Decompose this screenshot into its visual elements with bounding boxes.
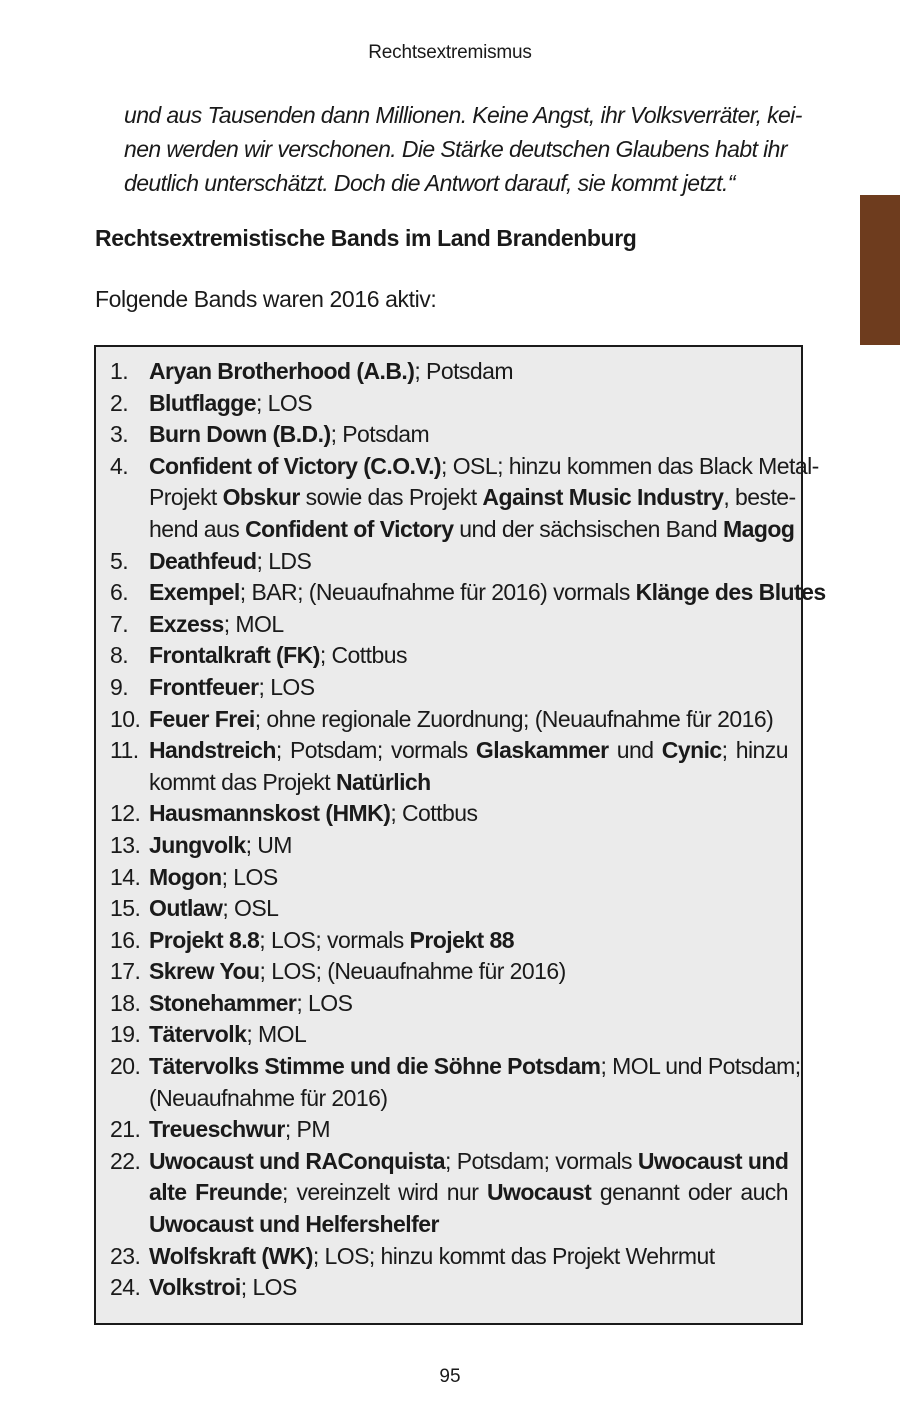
band-name: Exzess [149,610,224,637]
item-text: ; LOS; hinzu kommt das Projekt Wehrmut [312,1242,715,1269]
item-text: ; Potsdam; vormals [445,1147,638,1174]
list-item [110,388,788,420]
item-number: 5. [110,547,129,574]
item-text: ; OSL; hinzu kommen das Black Metal- [441,452,819,479]
band-name: Blutflagge [149,389,256,416]
list-item [110,1051,801,1114]
quote-line: deutlich unterschätzt. Doch die Antwort darauf, sie kommt jetzt.“ [124,170,735,196]
item-text: ; BAR; (Neuaufnahme für 2016) vormals [239,579,636,606]
item-text: ; UM [245,831,292,858]
item-number: 11. [110,737,139,764]
list-item [110,956,788,988]
band-name: Tätervolk [149,1021,247,1048]
item-number: 16. [110,926,141,953]
band-name: Frontfeuer [149,673,259,700]
band-name: Exempel [149,579,240,606]
list-item [110,546,788,578]
item-number: 15. [110,895,141,922]
item-number: 22. [110,1147,141,1174]
list-item [110,672,788,704]
band-name: Uwocaust [486,1179,592,1206]
item-number: 13. [110,831,141,858]
band-name: Confident of Victory [245,515,454,542]
band-name: Projekt 88 [409,926,514,953]
item-text: genannt oder auch [591,1179,789,1206]
list-item [110,1241,788,1273]
band-name: Magog [723,515,795,542]
band-name: Treueschwur [149,1116,285,1143]
item-number: 7. [110,610,129,637]
item-text: Projekt [149,484,223,511]
item-number: 10. [110,705,141,732]
band-name: Frontalkraft (FK) [149,642,320,669]
item-number: 4. [110,452,129,479]
quote-line: nen werden wir verschonen. Die Stärke deutschen Glaubens habt ihr [124,136,787,162]
item-text: ; Potsdam [330,421,430,448]
list-item [110,1146,788,1241]
list-item [110,830,788,862]
list-item [110,640,788,672]
item-text: ; MOL und Potsdam; [600,1053,801,1080]
item-number: 21. [110,1116,141,1143]
item-text: ; LOS [296,989,353,1016]
item-text: sowie das Projekt [299,484,483,511]
section-heading: Rechtsextremistische Bands im Land Brandenburg [95,225,637,251]
item-text: ; LOS [258,673,315,700]
list-item [110,1272,788,1304]
item-text: ; Potsdam; vormals [275,737,476,764]
list-item [110,577,826,609]
page-number: 95 [439,1366,461,1387]
list-item [110,419,788,451]
band-name: Aryan Brotherhood (A.B.) [149,358,415,384]
item-text: ; ohne regionale Zuordnung; (Neuaufnahme für 2016) [254,705,774,732]
item-text: ; OSL [222,895,279,922]
item-text: und [608,737,662,764]
band-name: Wolfskraft (WK) [149,1242,313,1269]
item-text: ; LOS [221,863,278,890]
band-list-box [94,345,826,1325]
band-name: Obskur [222,484,300,511]
chapter-color-tab [860,195,900,345]
item-text: ; Cottbus [390,800,478,827]
band-name: Glaskammer [475,737,609,764]
band-name: Deathfeud [149,547,257,574]
list-item [110,735,788,798]
band-name: Uwocaust und RAConquista [149,1147,446,1174]
band-list [110,356,826,1304]
band-name: Confident of Victory (C.O.V.) [149,452,442,479]
list-item [110,893,788,925]
item-text: ; LOS [240,1274,297,1301]
list-item [110,862,788,894]
band-name: Projekt 8.8 [149,926,260,953]
quote-line: und aus Tausenden dann Millionen. Keine Angst, ihr Volksverräter, kei- [124,102,802,128]
item-number: 8. [110,642,129,669]
band-name: Handstreich [149,737,276,764]
item-text: ; MOL [246,1021,307,1048]
quote-block [124,98,804,200]
list-item [110,925,788,957]
running-header: Rechtsextremismus [368,42,532,63]
item-text: ; PM [284,1116,330,1143]
list-item [110,798,788,830]
band-name: Outlaw [149,895,223,922]
item-text: ; MOL [223,610,284,637]
band-name: Burn Down (B.D.) [149,421,331,448]
item-number: 6. [110,579,129,606]
item-number: 23. [110,1242,141,1269]
band-name: Natürlich [335,768,431,795]
item-text: ; hinzu [721,737,788,764]
item-text: ; LOS; (Neuaufnahme für 2016) [259,958,566,985]
item-number: 24. [110,1274,141,1301]
item-number: 3. [110,421,129,448]
list-item [110,609,788,641]
item-number: 14. [110,863,141,890]
item-text: ; LOS; vormals [259,926,410,953]
list-item [110,1114,788,1146]
item-number: 17. [110,958,141,985]
band-name: Cynic [661,737,722,764]
band-name: alte Freunde [149,1179,282,1206]
item-number: 9. [110,673,129,700]
band-name: Hausmannskost (HMK) [149,800,391,827]
item-text: kommt das Projekt [149,768,336,795]
item-number: 18. [110,989,141,1016]
band-name: Klänge des Blutes [635,579,826,606]
item-text: ; Cottbus [319,642,407,669]
list-item [110,704,788,736]
band-name: Skrew You [149,958,260,985]
item-number: 19. [110,1021,141,1048]
item-text: hend aus [149,515,246,542]
intro-text: Folgende Bands waren 2016 aktiv: [95,286,437,312]
list-item [110,451,819,546]
band-name: Jungvolk [149,831,246,858]
item-number: 12. [110,800,141,827]
item-number: 20. [110,1053,141,1080]
band-name: Uwocaust und [637,1147,789,1174]
item-number: 1. [110,358,129,384]
item-text: und der sächsischen Band [453,515,724,542]
item-text: ; LDS [256,547,312,574]
band-name: Mogon [149,863,222,890]
item-text: ; LOS [255,389,313,416]
item-text: , beste- [723,484,796,511]
item-text: ; vereinzelt wird nur [281,1179,487,1206]
band-name: Volkstroi [149,1274,241,1301]
band-name: Feuer Frei [149,705,255,732]
item-number: 2. [110,389,129,416]
item-text: ; Potsdam [414,358,513,384]
list-item [110,356,788,388]
band-name: Tätervolks Stimme und die Söhne Potsdam [149,1053,601,1080]
band-name: Stonehammer [149,989,297,1016]
band-name: Uwocaust und Helfershelfer [149,1211,439,1238]
item-text: (Neuaufnahme für 2016) [149,1084,388,1111]
list-item [110,1019,788,1051]
band-name: Against Music Industry [482,484,724,511]
list-item [110,988,788,1020]
